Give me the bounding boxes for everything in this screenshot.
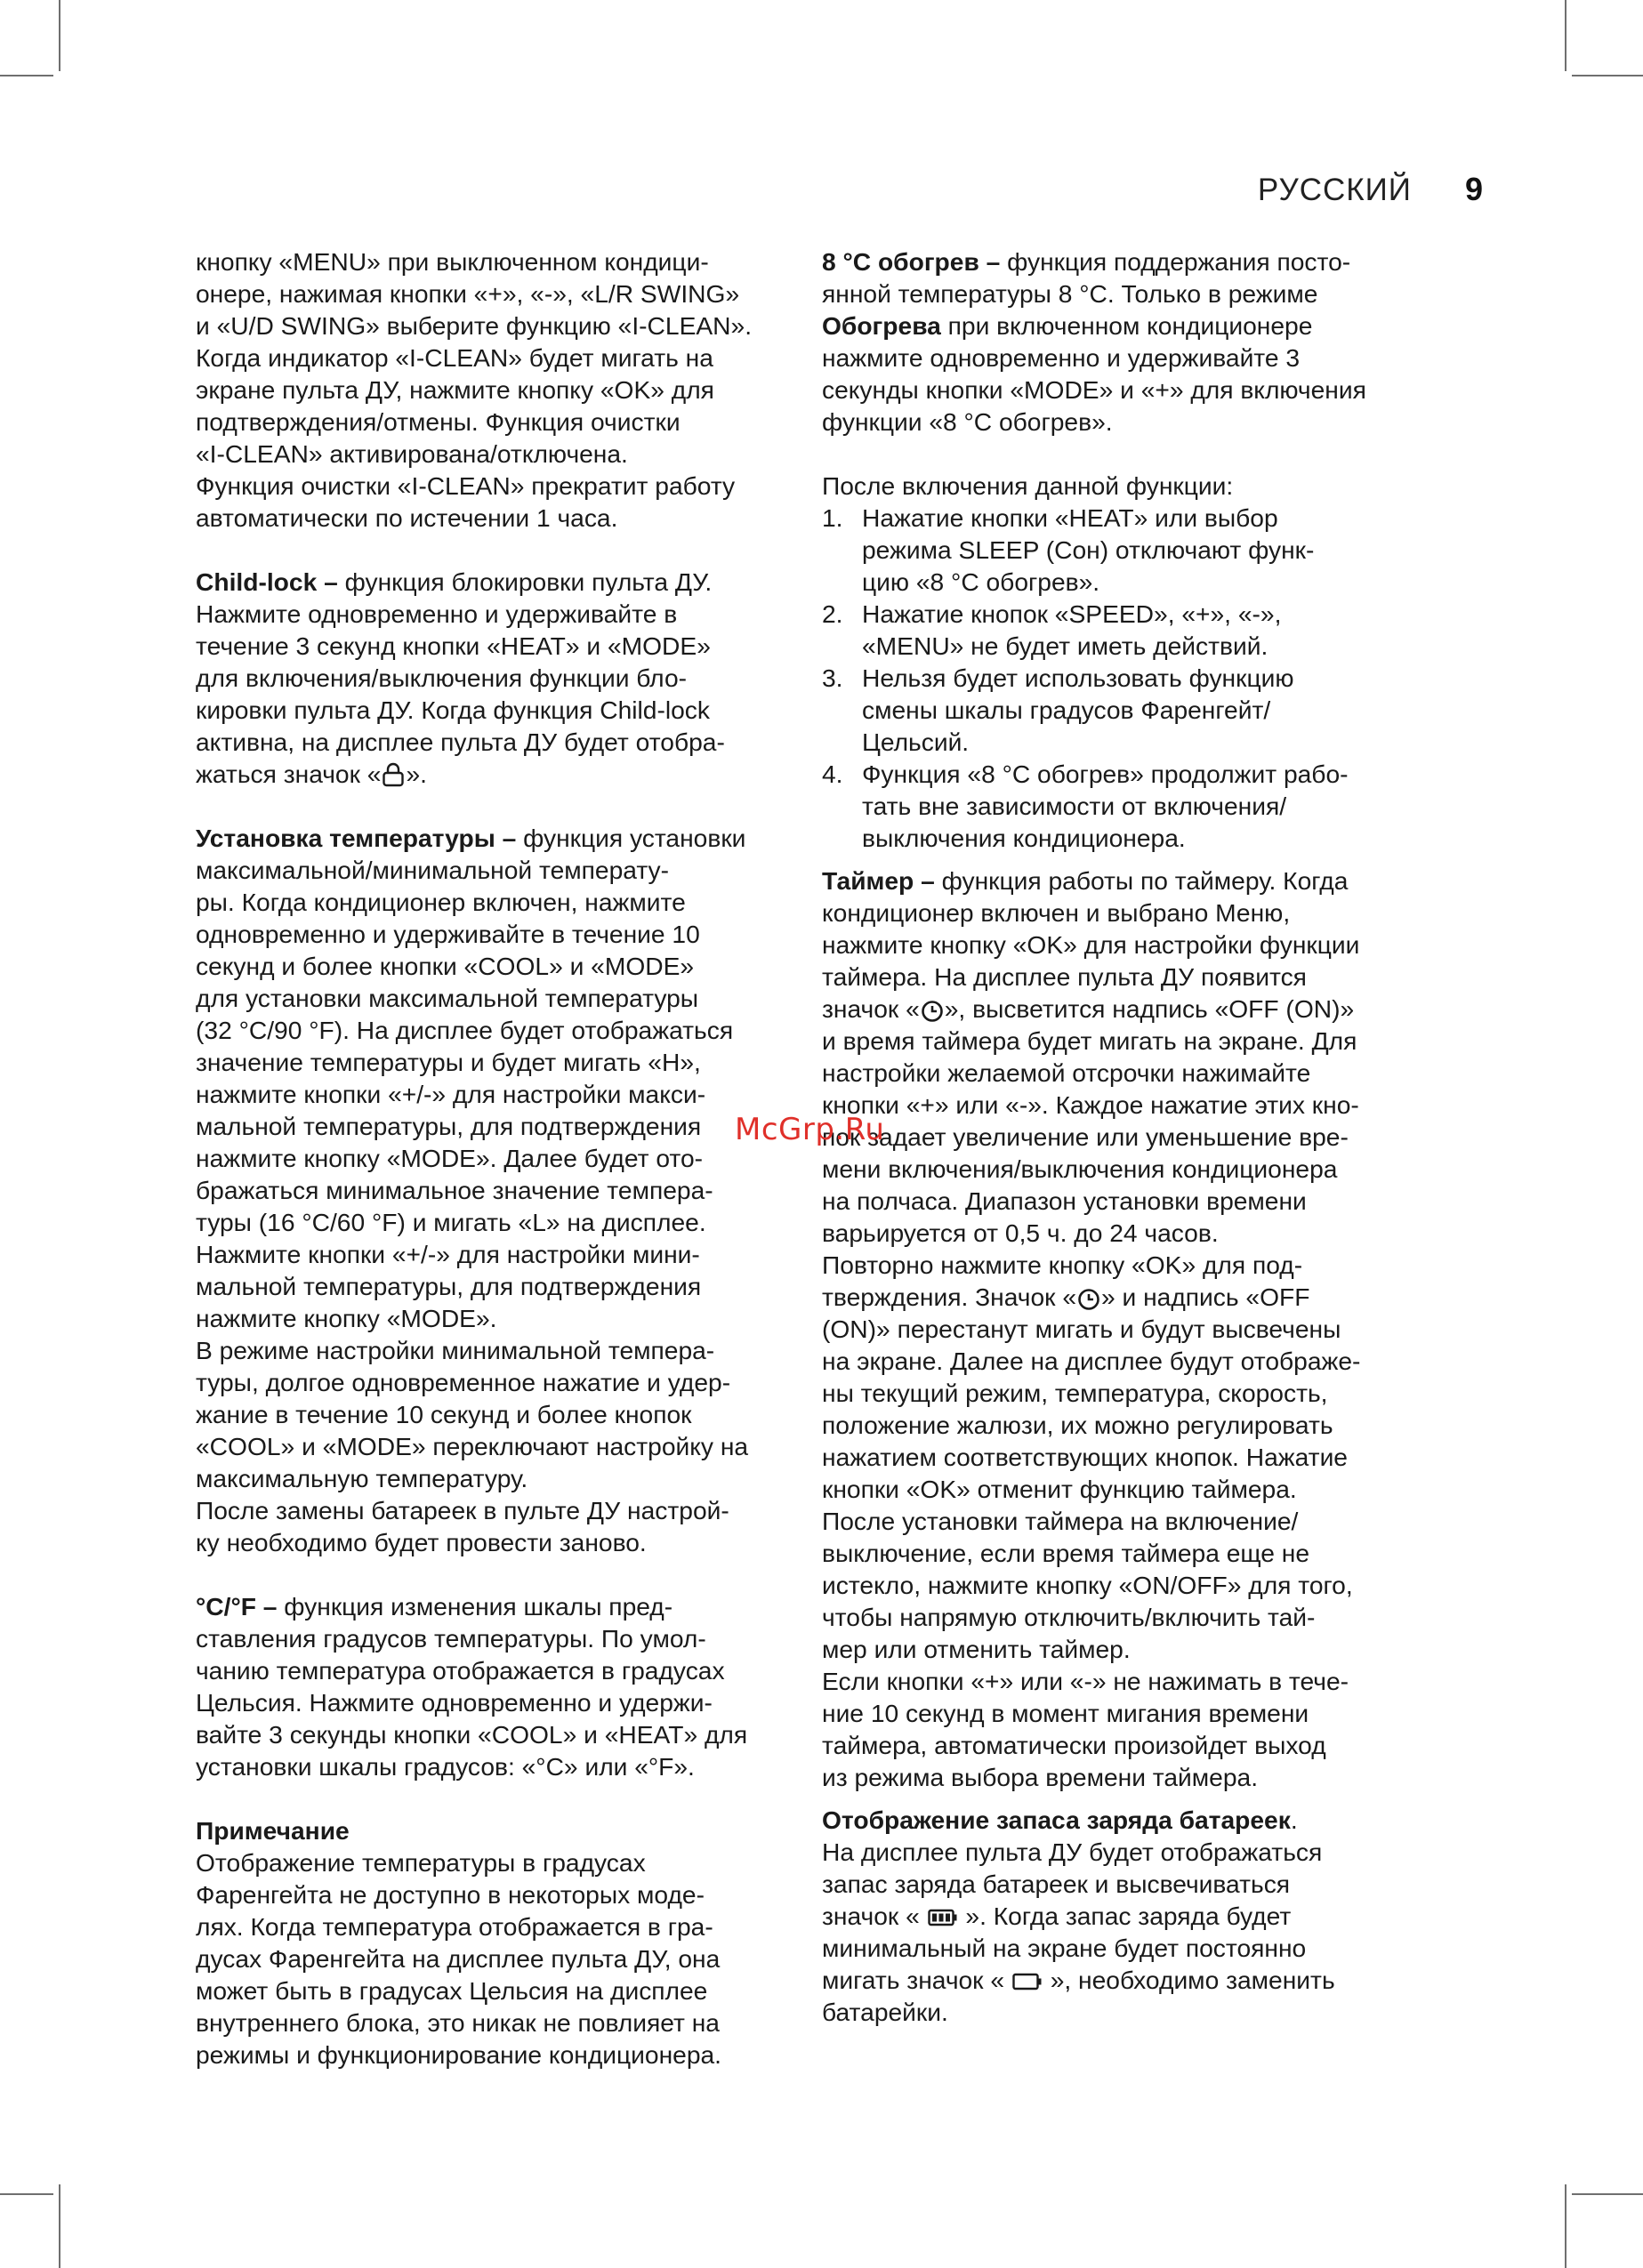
- list-item: 2. Нажатие кнопок «SPEED», «+», «-», «MENU» не будет иметь действий.: [822, 599, 1282, 660]
- clock-icon: [1077, 1288, 1100, 1311]
- list-item: 3. Нельзя будет использовать функцию смены шкалы градусов Фаренгейт/ Цельсий.: [822, 664, 1294, 756]
- crop-mark: [0, 75, 53, 76]
- crop-mark: [1572, 2193, 1643, 2195]
- childlock-title: Child-lock –: [196, 567, 338, 596]
- temp-setting-title: Установка температуры –: [196, 824, 517, 852]
- crop-mark: [1565, 2184, 1566, 2268]
- crop-mark: [0, 2193, 53, 2195]
- after-activation-block: После включения данной функции: 1. Нажатие кнопки «HEAT» или выбор режима SLEEP (Сон) отключают функ- цию «8 °C обогрев». 2. Нажатие кнопок «SPEED», «+», «-», «MENU» не будет иметь действий. 3. Нельзя будет использовать функцию смены шкалы градусов Фаренгейт/ Цельсий. 4. Функция «8 °C обогрев» продолжит рабо- тать вне зависимости от включения/ выключения кондиционера.: [822, 470, 1409, 854]
- crop-mark: [1565, 0, 1566, 71]
- note-paragraph: Примечание Отображение температуры в градусах Фаренгейта не доступно в некоторых моде- лях. Когда температура отображается в гра- дусах Фаренгейта на дисплее пульта ДУ, она может быть в градусах Цельсия на дисплее внутреннего блока, это никак не повлияет на режимы и функционирование кондиционера.: [196, 1814, 783, 2071]
- left-column: [196, 245, 783, 2103]
- battery-full-icon: [928, 1909, 958, 1926]
- right-column: [822, 245, 1409, 2060]
- timer-paragraph: Таймер – функция работы по таймеру. Когда кондиционер включен и выбрано Меню, нажмите кнопку «OK» для настройки функции таймера. На дисплее пульта ДУ появится значок « », высветится надпись «OFF (ON)» и время таймера будет мигать на экране. Для настройки желаемой отсрочки нажимайте кнопки «+» или «-». Каждое нажатие этих кно- пок задает увеличение или уменьшение вре- мени включения/выключения кондиционера на полчаса. Диапазон установки времени варьируется от 0,5 ч. до 24 часов. Повторно нажмите кнопку «OK» для под- тверждения. Значок « » и надпись «OFF (ON)» перестанут мигать и будут высвечены на экране. Далее на дисплее будут отображе- ны текущий режим, температура, скорость, положение жалюзи, их можно регулировать нажатием соответствующих кнопок. Нажатие кнопки «OK» отменит функцию таймера. После установки таймера на включение/ выключение, если время таймера еще не истекло, нажмите кнопку «ON/OFF» для того, чтобы напрямую отключить/включить тай- мер или отменить таймер. Если кнопки «+» или «-» не нажимать в тече- ние 10 секунд в момент мигания времени таймера, автоматически произойдет выход из режима выбора времени таймера.: [822, 866, 1361, 1791]
- iclean-paragraph: кнопку «MENU» при выключенном кондици- онере, нажимая кнопки «+», «-», «L/R SWING» и «U/D SWING» выберите функцию «I-CLEAN». Когда индикатор «I-CLEAN» будет мигать на экране пульта ДУ, нажмите кнопку «OK» для подтверждения/отмены. Функция очистки «I-CLEAN» активирована/отключена. Функция очистки «I-CLEAN» прекратит работу автоматически по истечении 1 часа.: [196, 247, 753, 532]
- note-title: Примечание: [196, 1816, 350, 1845]
- heat8-paragraph: 8 °C обогрев – функция поддержания посто- янной температуры 8 °C. Только в режиме Обогрева при включенном кондиционере нажмите одновременно и удерживайте 3 секунды кнопки «MODE» и «+» для включения функции «8 °C обогрев».: [822, 247, 1366, 436]
- page-number: 9: [1464, 171, 1483, 207]
- heat8-title: 8 °C обогрев –: [822, 247, 1001, 276]
- cf-title: °C/°F –: [196, 1592, 278, 1621]
- clock-icon: [921, 1000, 944, 1023]
- timer-title: Таймер –: [822, 866, 935, 895]
- crop-mark: [59, 2184, 60, 2268]
- battery-paragraph: Отображение запаса заряда батареек. На дисплее пульта ДУ будет отображаться запас заряда батареек и высвечиваться значок « ». Когда запас заряда будет минимальный на экране будет постоянно мигать значок « », необходимо заменить батарейки.: [822, 1806, 1335, 2026]
- temp-setting-paragraph: Установка температуры – функция установки максимальной/минимальной температу- ры. Когда кондиционер включен, нажмите одновременно и удерживайте в течение 10 секунд и более кнопки «COOL» и «MODE» для установки максимальной температуры (32 °C/90 °F). На дисплее будет отображаться значение температуры и будет мигать «H», нажмите кнопки «+/-» для настройки макси- мальной температуры, для подтверждения нажмите кнопку «MODE». Далее будет ото- бражаться минимальное значение темпера- туры (16 °C/60 °F) и мигать «L» на дисплее. Нажмите кнопки «+/-» для настройки мини- мальной температуры, для подтверждения нажмите кнопку «MODE». В режиме настройки минимальной темпера- туры, долгое одновременное нажатие и удер- жание в течение 10 секунд и более кнопок «COOL» и «MODE» переключают настройку на максимальную температуру. После замены батареек в пульте ДУ настрой- ку необходимо будет провести заново.: [196, 824, 749, 1556]
- list-item: 1. Нажатие кнопки «HEAT» или выбор режима SLEEP (Сон) отключают функ- цию «8 °C обогрев».: [822, 503, 1315, 596]
- page-header: [1258, 171, 1483, 210]
- childlock-paragraph: Child-lock – функция блокировки пульта ДУ. Нажмите одновременно и удерживайте в течение 3 секунд кнопки «HEAT» и «MODE» для включения/выключения функции бло- кировки пульта ДУ. Когда функция Child-lock активна, на дисплее пульта ДУ будет отобра- жаться значок « ».: [196, 567, 725, 788]
- numbered-list: [822, 502, 1409, 854]
- language-label: РУССКИЙ: [1257, 173, 1412, 207]
- battery-title: Отображение запаса заряда батареек: [822, 1806, 1291, 1834]
- padlock-icon: [382, 761, 405, 788]
- list-item: 4. Функция «8 °C обогрев» продолжит рабо- тать вне зависимости от включения/ выключения кондиционера.: [822, 760, 1349, 852]
- watermark: McGrp.Ru: [735, 1112, 885, 1147]
- battery-empty-icon: [1012, 1973, 1043, 1991]
- crop-mark: [1572, 75, 1643, 76]
- crop-mark: [59, 0, 60, 71]
- cf-paragraph: °C/°F – функция изменения шкалы пред- ставления градусов температуры. По умол- чанию температура отображается в градусах Цельсия. Нажмите одновременно и удержи- вайте 3 секунды кнопки «COOL» и «HEAT» для установки шкалы градусов: «°C» или «°F».: [196, 1592, 748, 1781]
